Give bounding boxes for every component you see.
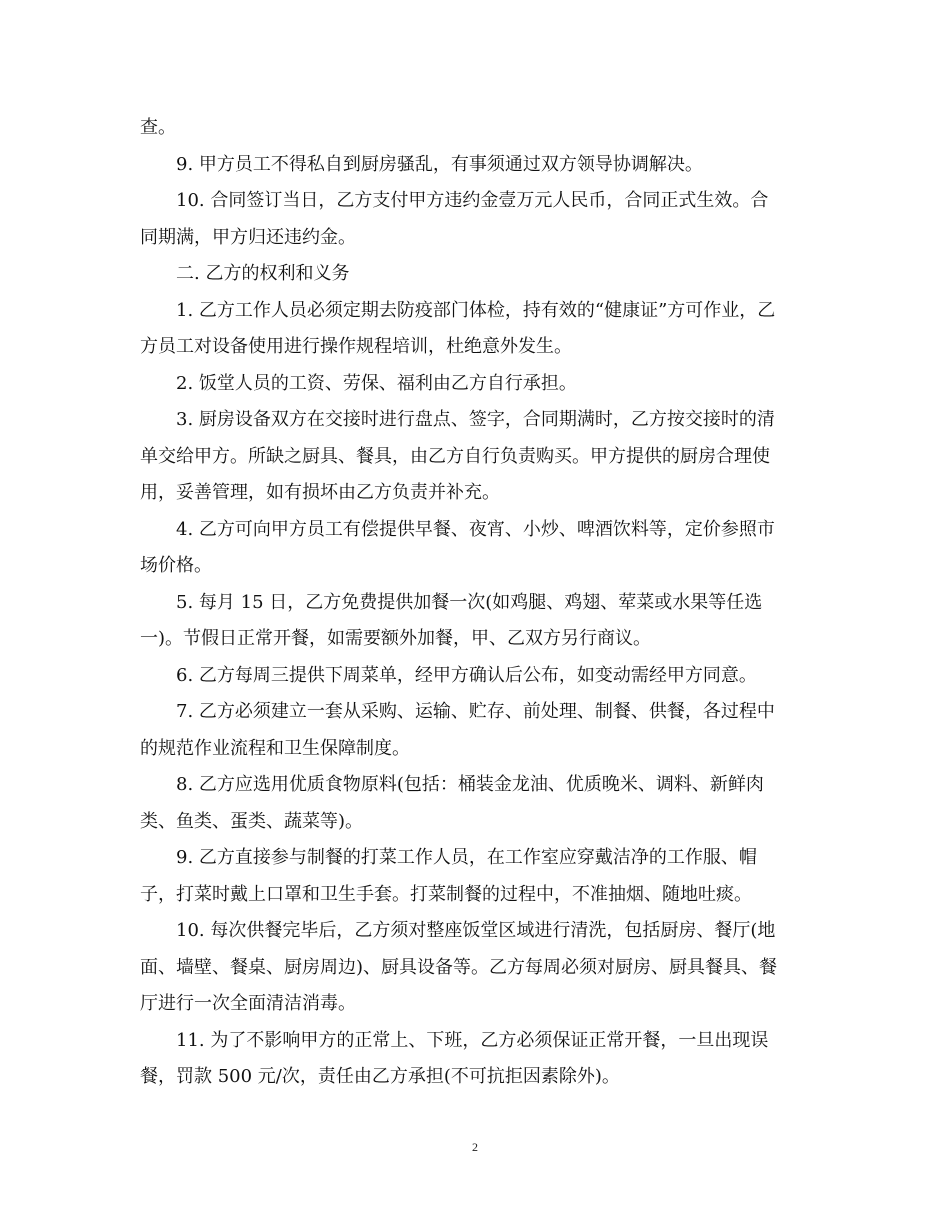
text-line: 类、鱼类、蛋类、蔬菜等)。	[140, 810, 364, 832]
text-line: 用，妥善管理，如有损坏由乙方负责并补充。	[140, 482, 500, 503]
text-line: 方员工对设备使用进行操作规程培训，杜绝意外发生。	[140, 336, 572, 357]
text-block	[140, 110, 810, 1096]
section-heading: 二. 乙方的权利和义务	[176, 263, 350, 284]
text-line: 8. 乙方应选用优质食物原料(包括：桶装金龙油、优质晚米、调料、新鲜肉	[176, 774, 764, 795]
text-line: 9. 乙方直接参与制餐的打菜工作人员，在工作室应穿戴洁净的工作服、帽	[176, 847, 757, 868]
text-line: 10. 每次供餐完毕后，乙方须对整座饭堂区域进行清洗，包括厨房、餐厅(地	[176, 920, 776, 941]
text-line: 7. 乙方必须建立一套从采购、运输、贮存、前处理、制餐、供餐，各过程中	[176, 701, 775, 722]
text-line: 1. 乙方工作人员必须定期去防疫部门体检，持有效的“健康证”方可作业，乙	[176, 299, 776, 321]
text-line: 5. 每月 15 日，乙方免费提供加餐一次(如鸡腿、鸡翅、荤菜或水果等任选	[176, 591, 763, 613]
text-line: 2. 饭堂人员的工资、劳保、福利由乙方自行承担。	[176, 372, 577, 394]
text-line: 3. 厨房设备双方在交接时进行盘点、签字，合同期满时，乙方按交接时的清	[176, 409, 775, 430]
text-line: 查。	[140, 117, 176, 138]
text-line: 9. 甲方员工不得私自到厨房骚乱，有事须通过双方领导协调解决。	[176, 153, 703, 175]
text-line: 单交给甲方。所缺之厨具、餐具，由乙方自行负责购买。甲方提供的厨房合理使	[140, 445, 770, 467]
text-line: 6. 乙方每周三提供下周菜单，经甲方确认后公布，如变动需经甲方同意。	[176, 664, 757, 686]
text-line: 子，打菜时戴上口罩和卫生手套。打菜制餐的过程中，不准抽烟、随地吐痰。	[140, 883, 752, 905]
text-line: 场价格。	[140, 555, 212, 576]
page-number: 2	[472, 1140, 478, 1154]
text-line: 面、墙壁、餐桌、厨房周边)、厨具设备等。乙方每周必须对厨房、厨具餐具、餐	[140, 956, 778, 978]
document-body	[140, 110, 810, 1096]
text-line: 餐，罚款 500 元/次，责任由乙方承担(不可抗拒因素除外)。	[140, 1066, 620, 1087]
text-line: 10. 合同签订当日，乙方支付甲方违约金壹万元人民币，合同正式生效。合	[176, 190, 769, 211]
text-line: 11. 为了不影响甲方的正常上、下班，乙方必须保证正常开餐，一旦出现误	[176, 1029, 769, 1051]
text-line: 同期满，甲方归还违约金。	[140, 226, 356, 248]
text-line: 4. 乙方可向甲方员工有偿提供早餐、夜宵、小炒、啤酒饮料等，定价参照市	[176, 518, 775, 540]
text-line: 一)。节假日正常开餐，如需要额外加餐，甲、乙双方另行商议。	[140, 628, 652, 649]
text-line: 的规范作业流程和卫生保障制度。	[140, 737, 410, 759]
text-line: 厅进行一次全面清洁消毒。	[140, 993, 356, 1014]
